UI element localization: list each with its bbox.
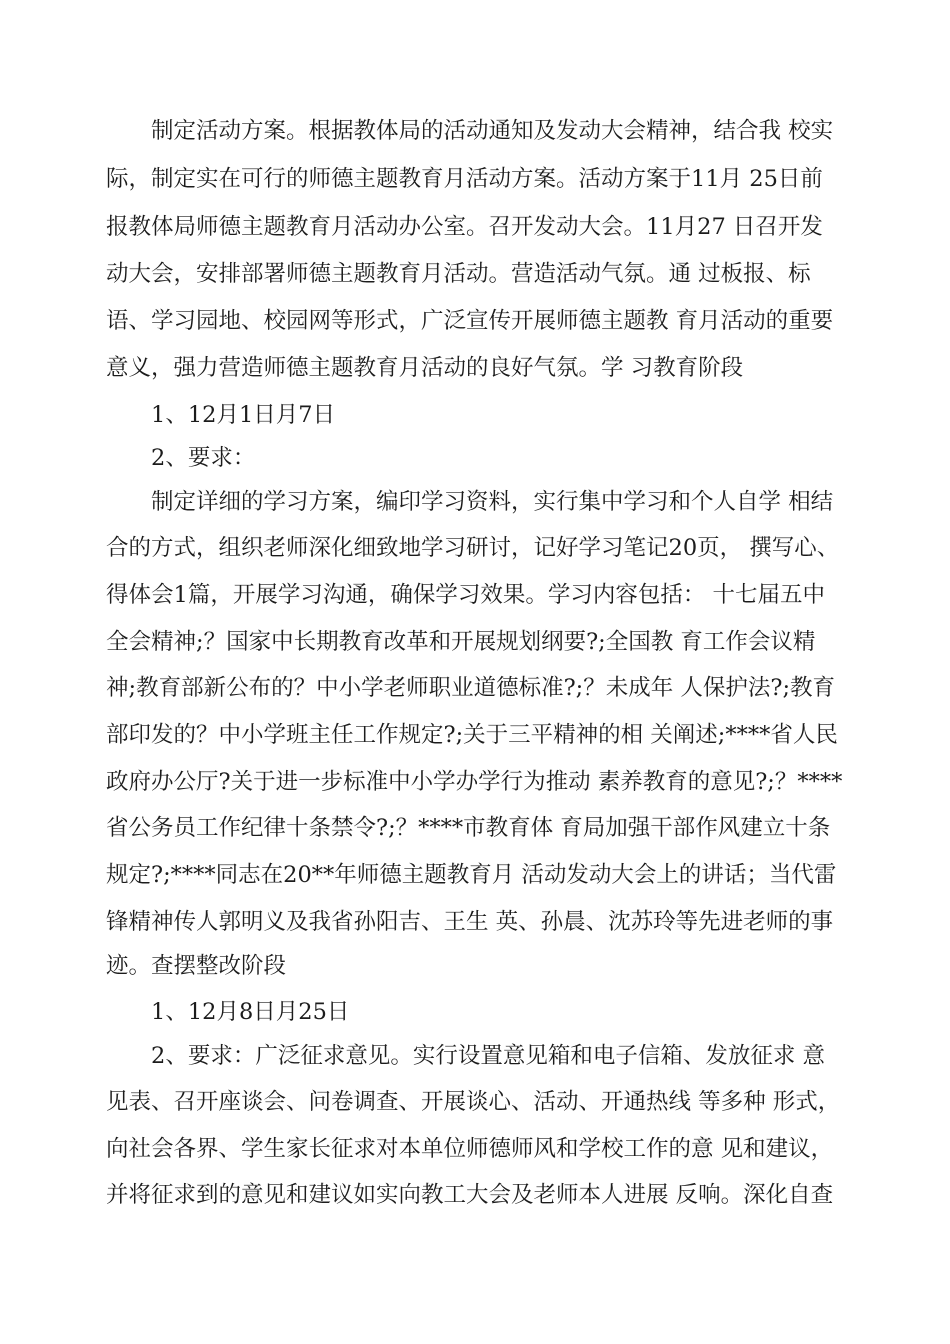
paragraph-line: 政府办公厅?关于进一步标准中小学办学行为推动 素养教育的意见?;？**** xyxy=(106,769,843,795)
paragraph-line: 语、学习园地、校园网等形式，广泛宣传开展师德主题教 育月活动的重要 xyxy=(106,308,834,334)
paragraph-line: 规定?;****同志在20**年师德主题教育月 活动发动大会上的讲话；当代雷 xyxy=(106,862,837,888)
paragraph-line: 全会精神;？国家中长期教育改革和开展规划纲要?;全国教 育工作会议精 xyxy=(106,629,816,655)
list-item-date: 1、12月8日月25日 xyxy=(151,999,350,1025)
paragraph-line: 向社会各界、学生家长征求对本单位师德师风和学校工作的意 见和建议， xyxy=(106,1136,834,1162)
list-item-date: 1、12月1日月7日 xyxy=(151,402,336,428)
paragraph-line: 际，制定实在可行的师德主题教育月活动方案。活动方案于11月 25日前 xyxy=(106,166,823,192)
list-item-requirements: 2、要求： xyxy=(151,445,256,471)
paragraph-line: 制定活动方案。根据教体局的活动通知及发动大会精神，结合我 校实 xyxy=(151,118,834,144)
paragraph-line: 报教体局师德主题教育月活动办公室。召开发动大会。11月27 日召开发 xyxy=(106,214,823,240)
paragraph-line: 并将征求到的意见和建议如实向教工大会及老师本人进展 反响。深化自查 xyxy=(106,1182,834,1208)
paragraph-line: 2、要求：广泛征求意见。实行设置意见箱和电子信箱、发放征求 意 xyxy=(151,1043,825,1069)
paragraph-line: 意义，强力营造师德主题教育月活动的良好气氛。学 习教育阶段 xyxy=(106,355,744,381)
paragraph-line: 合的方式，组织老师深化细致地学习研讨，记好学习笔记20页， 撰写心、 xyxy=(106,535,840,561)
paragraph-line: 部印发的？中小学班主任工作规定?;关于三平精神的相 关阐述;****省人民 xyxy=(106,722,838,748)
paragraph-line: 锋精神传人郭明义及我省孙阳吉、王生 英、孙晨、沈苏玲等先进老师的事 xyxy=(106,909,834,935)
paragraph-line: 迹。查摆整改阶段 xyxy=(106,953,287,979)
paragraph-line: 动大会，安排部署师德主题教育月活动。营造活动气氛。通 过板报、标 xyxy=(106,261,811,287)
paragraph-line: 制定详细的学习方案，编印学习资料，实行集中学习和个人自学 相结 xyxy=(151,489,834,515)
paragraph-line: 神;教育部新公布的？中小学老师职业道德标准?;？未成年 人保护法?;教育 xyxy=(106,675,836,701)
paragraph-line: 见表、召开座谈会、问卷调查、开展谈心、活动、开通热线 等多种 形式， xyxy=(106,1089,841,1115)
paragraph-line: 省公务员工作纪律十条禁令?;？****市教育体 育局加强干部作风建立十条 xyxy=(106,815,831,841)
paragraph-line: 得体会1篇，开展学习沟通，确保学习效果。学习内容包括： 十七届五中 xyxy=(106,582,825,608)
